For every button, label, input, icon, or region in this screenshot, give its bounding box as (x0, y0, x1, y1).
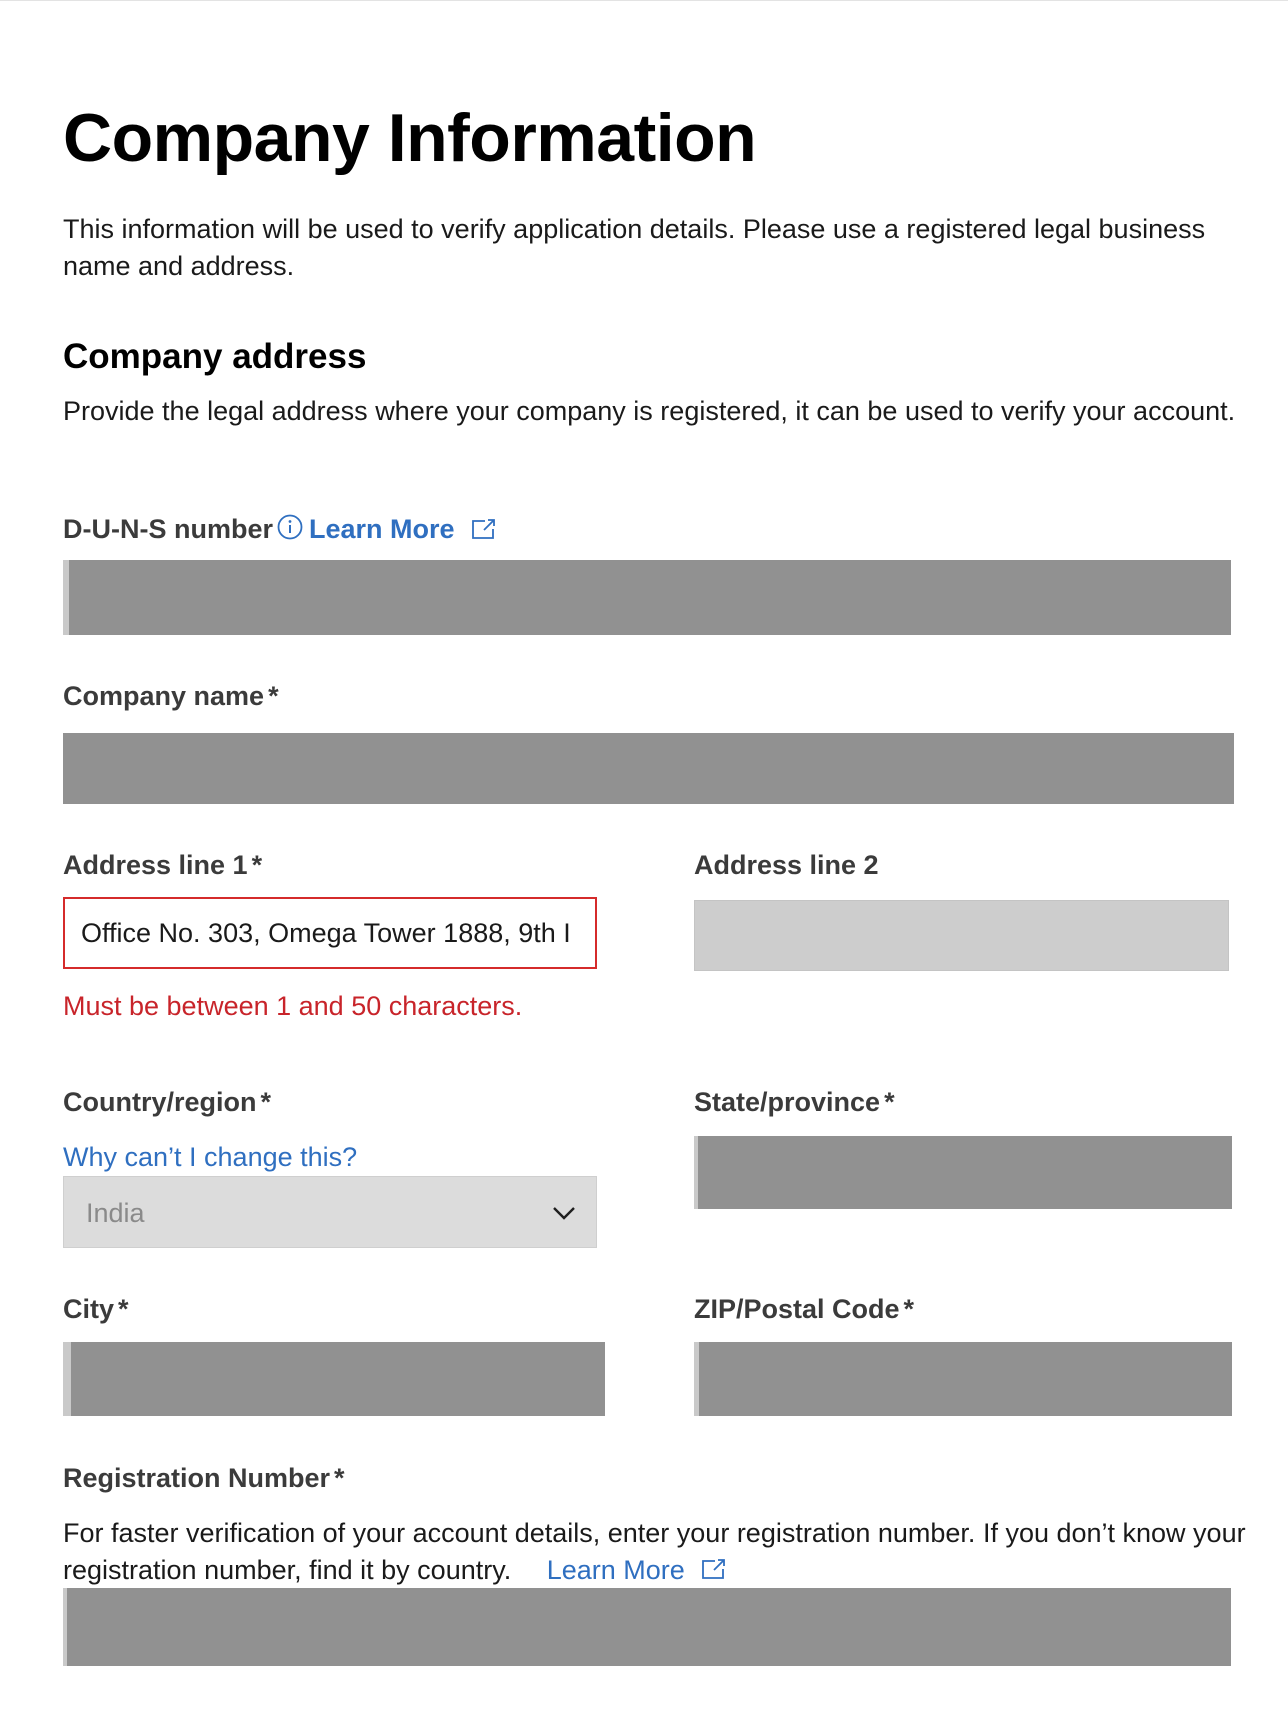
page-title: Company Information (63, 100, 757, 176)
required-mark: * (334, 1463, 345, 1493)
duns-input[interactable] (63, 560, 1231, 635)
address2-input[interactable] (694, 900, 1229, 971)
info-icon[interactable] (277, 514, 303, 548)
registration-learn-more-link[interactable]: Learn More (546, 1555, 685, 1585)
country-select-value: India (86, 1198, 145, 1228)
required-mark: * (884, 1087, 895, 1117)
address1-label: Address line 1 (63, 850, 248, 880)
why-cant-change-link[interactable]: Why can’t I change this? (63, 1142, 358, 1172)
company-name-label: Company name (63, 681, 265, 711)
country-select[interactable] (63, 1176, 597, 1248)
address2-label-row (694, 848, 879, 882)
company-name-input[interactable] (63, 733, 1234, 804)
registration-description-block (63, 1515, 1253, 1590)
input-edge (63, 1342, 71, 1416)
section-title: Company address (63, 337, 367, 376)
country-label: Country/region (63, 1087, 257, 1117)
required-mark: * (118, 1294, 129, 1324)
address1-label-row (63, 848, 262, 882)
required-mark: * (903, 1294, 915, 1324)
input-edge (694, 1136, 698, 1209)
company-name-label-row (63, 679, 279, 713)
chevron-down-icon (550, 1199, 578, 1227)
external-link-icon[interactable] (471, 514, 497, 548)
duns-label: D-U-N-S number (63, 514, 273, 544)
input-edge (63, 560, 69, 635)
required-mark: * (268, 681, 279, 711)
registration-description: For faster verification of your account details, enter your registration number. If you don’t know your registration number, find it by country. (63, 1518, 1246, 1585)
required-mark: * (251, 850, 263, 880)
city-label-row (63, 1292, 129, 1326)
address1-error-message: Must be between 1 and 50 characters. (63, 991, 523, 1021)
state-label-row (694, 1085, 895, 1119)
zip-label: ZIP/Postal Code (694, 1294, 900, 1324)
registration-label: Registration Number (63, 1463, 331, 1493)
state-label: State/province (694, 1087, 881, 1117)
input-edge (63, 1588, 67, 1666)
external-link-icon[interactable] (701, 1553, 727, 1590)
address1-input[interactable] (63, 897, 597, 969)
section-description: Provide the legal address where your company is registered, it can be used to verify your account. (63, 396, 1236, 426)
zip-label-row (694, 1292, 914, 1326)
country-label-row (63, 1085, 271, 1119)
required-mark: * (260, 1087, 272, 1117)
duns-label-row (63, 512, 497, 548)
registration-label-row (63, 1461, 345, 1495)
registration-input[interactable] (63, 1588, 1231, 1666)
duns-learn-more-link[interactable]: Learn More (309, 514, 455, 544)
zip-input[interactable] (694, 1342, 1232, 1416)
address2-label: Address line 2 (694, 850, 879, 880)
city-label: City (63, 1294, 115, 1324)
input-edge (694, 1342, 699, 1416)
city-input[interactable] (63, 1342, 605, 1416)
state-input[interactable] (694, 1136, 1232, 1209)
page-intro: This information will be used to verify application details. Please use a registered legal business name and address. (63, 214, 1206, 281)
top-divider (0, 0, 1288, 1)
